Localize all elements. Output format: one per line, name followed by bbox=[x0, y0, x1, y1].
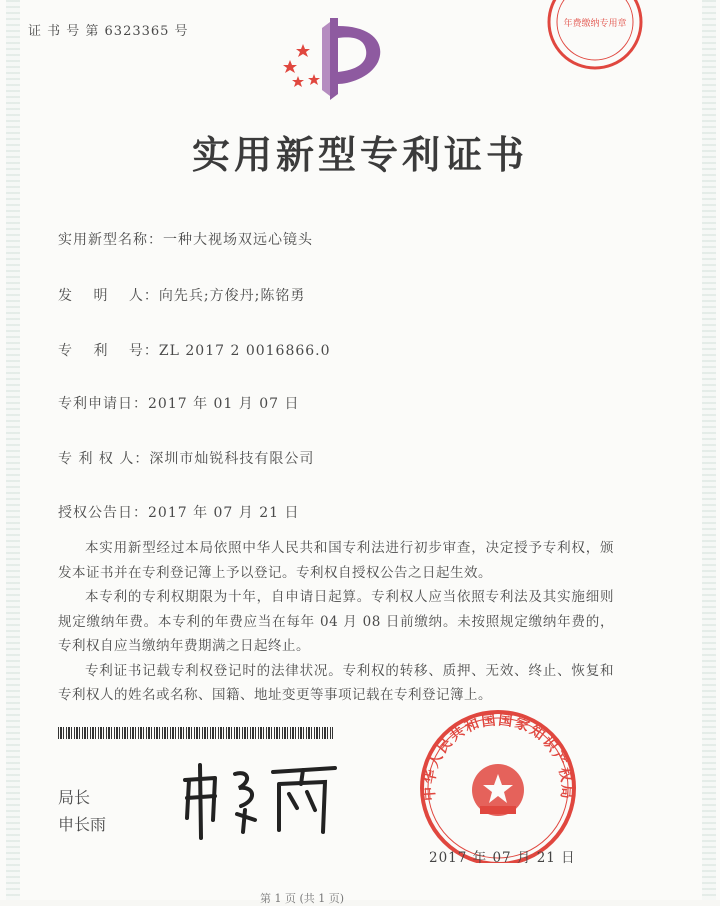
field-value: 深圳市灿锐科技有限公司 bbox=[149, 451, 315, 467]
director-signature-icon bbox=[175, 760, 345, 840]
field-value: 向先兵;方俊丹;陈铭勇 bbox=[158, 288, 306, 304]
field-label: 授权公告日： bbox=[58, 505, 148, 521]
field-label: 专 利 号： bbox=[58, 343, 159, 359]
field-value: 2017 年 01 月 07 日 bbox=[148, 396, 300, 412]
field-inventors bbox=[58, 285, 305, 305]
sipo-logo-icon bbox=[278, 14, 394, 102]
field-value: 2017 年 07 月 21 日 bbox=[148, 505, 300, 521]
body-paragraph: 专利证书记载专利权登记时的法律状况。专利权的转移、质押、无效、终止、恢复和专利权人的姓名或名称、国籍、地址变更等事项记载在专利登记簿上。 bbox=[58, 662, 614, 703]
director-title: 局长 bbox=[58, 788, 91, 807]
director-name: 申长雨 bbox=[58, 815, 107, 834]
field-label: 发 明 人： bbox=[58, 288, 159, 304]
body-paragraph: 本专利的专利权期限为十年，自申请日起算。专利权人应当依照专利法及其实施细则规定缴纳年费。本专利的年费应当在每年 04 月 08 日前缴纳。未按照规定缴纳年费的，专利权自应当缴纳年费期满之日起终止。 bbox=[58, 589, 614, 654]
field-patentee bbox=[58, 448, 314, 468]
field-label: 专 利 权 人： bbox=[58, 451, 150, 467]
page-number: 第 1 页 (共 1 页) bbox=[260, 892, 345, 905]
field-value: ZL 2017 2 0016866.0 bbox=[158, 343, 331, 359]
certificate-title: 实用新型专利证书 bbox=[191, 132, 528, 177]
seal-date: 2017 年 07 月 21 日 bbox=[429, 850, 576, 866]
top-seal-icon bbox=[545, 0, 645, 72]
field-application-date bbox=[58, 393, 300, 413]
certificate-body-text bbox=[58, 536, 614, 708]
field-label: 专利申请日： bbox=[58, 396, 148, 412]
field-utility-name bbox=[58, 229, 313, 249]
official-seal-icon bbox=[413, 708, 583, 863]
field-value: 一种大视场双远心镜头 bbox=[163, 232, 313, 248]
top-seal-text: 年费缴纳专用章 bbox=[563, 19, 627, 29]
field-label: 实用新型名称： bbox=[58, 232, 163, 248]
field-patent-number bbox=[58, 340, 331, 360]
body-paragraph: 本实用新型经过本局依照中华人民共和国专利法进行初步审查，决定授予专利权，颁发本证书并在专利登记簿上予以登记。专利权自授权公告之日起生效。 bbox=[58, 540, 614, 581]
field-grant-date bbox=[58, 502, 300, 522]
seal-text: 中华人民共和国国家知识产权局 bbox=[421, 712, 575, 802]
barcode bbox=[58, 727, 333, 739]
certificate-number: 证 书 号 第 6323365 号 bbox=[28, 24, 189, 39]
